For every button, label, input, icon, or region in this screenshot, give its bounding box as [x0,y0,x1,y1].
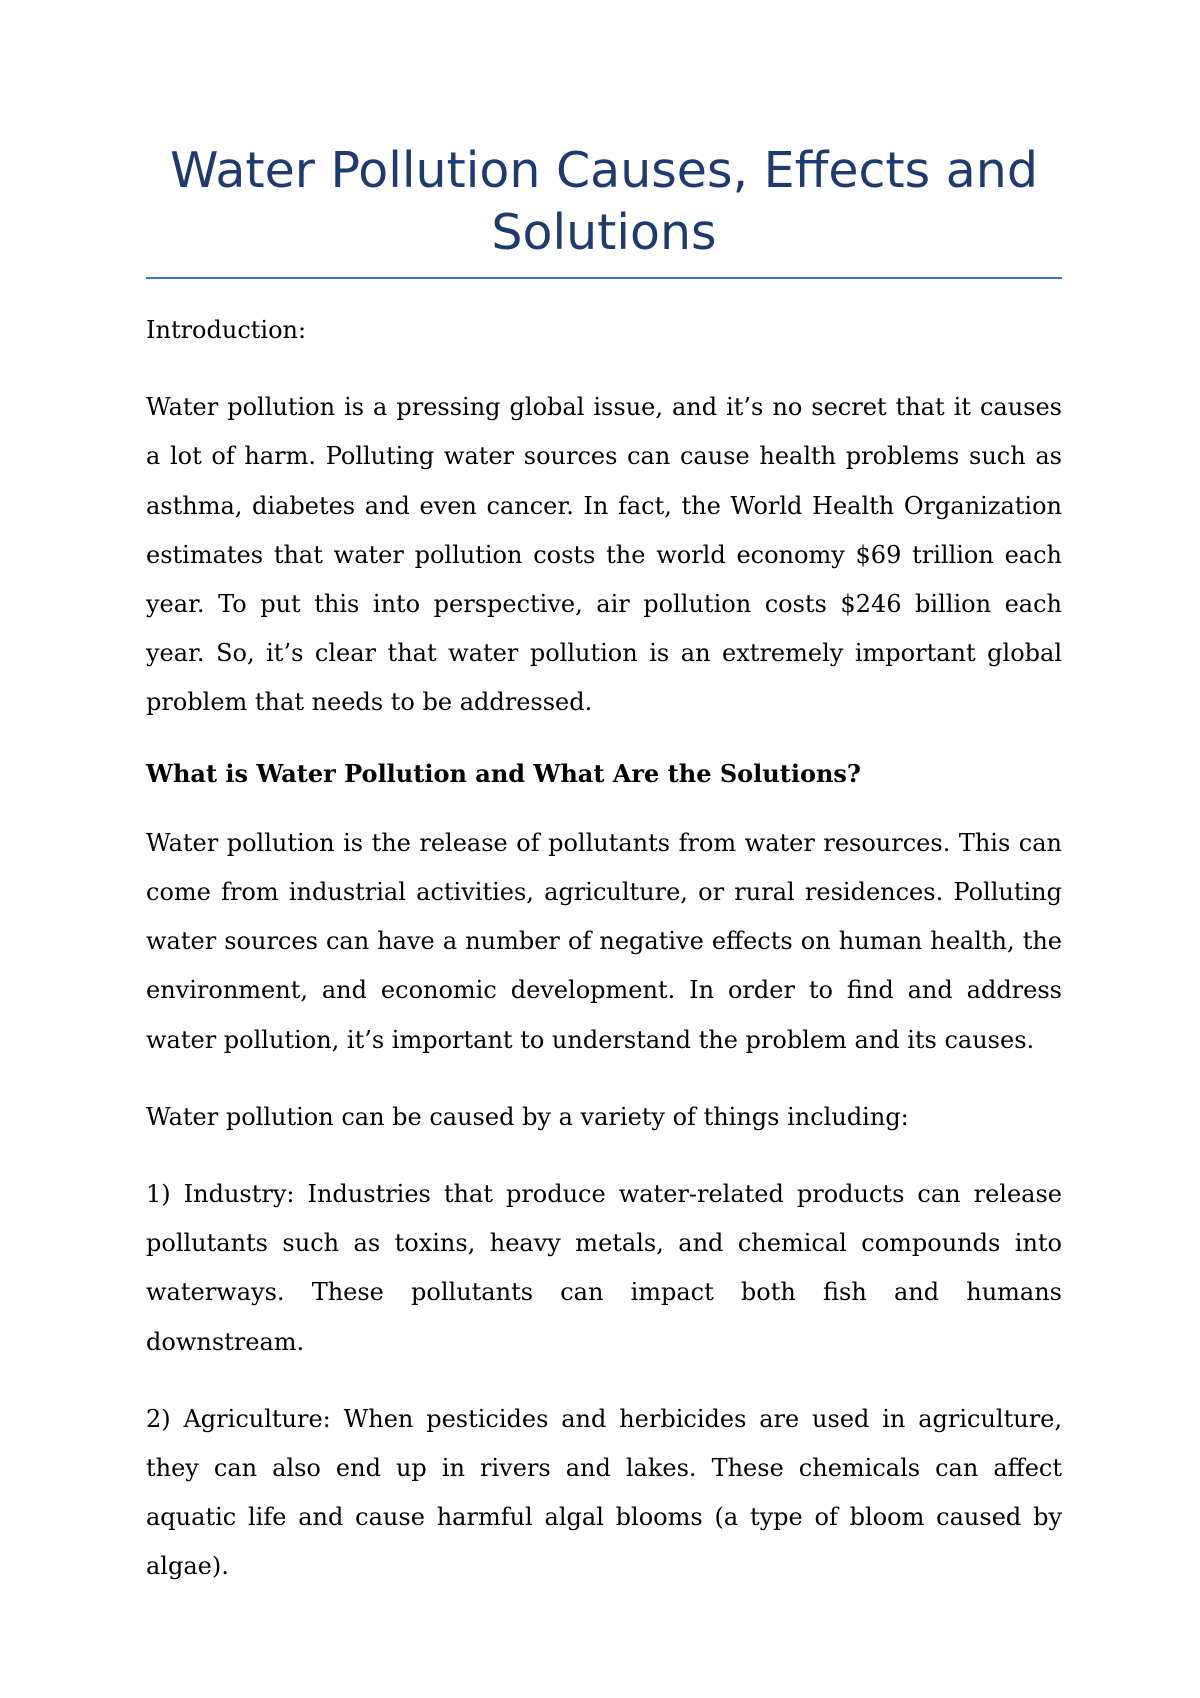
section-heading: What is Water Pollution and What Are the Solutions? [146,758,861,788]
cause-item-agriculture: 2) Agriculture: When pesticides and herbicides are used in agriculture, they can also end up in rivers and lakes. These chemicals can affect aquatic life and cause harmful algal blooms (a type of bloom caused by algae). [146,1404,1062,1581]
document-title: Water Pollution Causes, Effects and Solutions [170,142,1038,261]
intro-paragraph: Water pollution is a pressing global issue, and it’s no secret that it causes a lot of harm. Polluting water sources can cause health problems such as asthma, diabetes and even cancer. In fact, the World Health Organization estimates that water pollution costs the world economy $69 trillion each year. To put this into perspective, air pollution costs $246 billion each year. So, it’s clear that water pollution is an extremely important global problem that needs to be addressed. [146,393,1062,717]
document-body [146,306,1062,1592]
intro-label: Introduction: [146,316,307,344]
cause-item-industry: 1) Industry: Industries that produce water-related products can release pollutants such as toxins, heavy metals, and chemical compounds into waterways. These pollutants can impact both fish and humans downstream. [146,1180,1062,1356]
causes-intro: Water pollution can be caused by a variety of things including: [146,1102,909,1131]
title-underline [146,277,1062,279]
section-paragraph: Water pollution is the release of pollutants from water resources. This can come from industrial activities, agriculture, or rural residences. Polluting water sources can have a number of negative effects on human health, the environment, and economic development. In order to find and address water pollution, it’s important to understand the problem and its causes. [146,828,1062,1054]
